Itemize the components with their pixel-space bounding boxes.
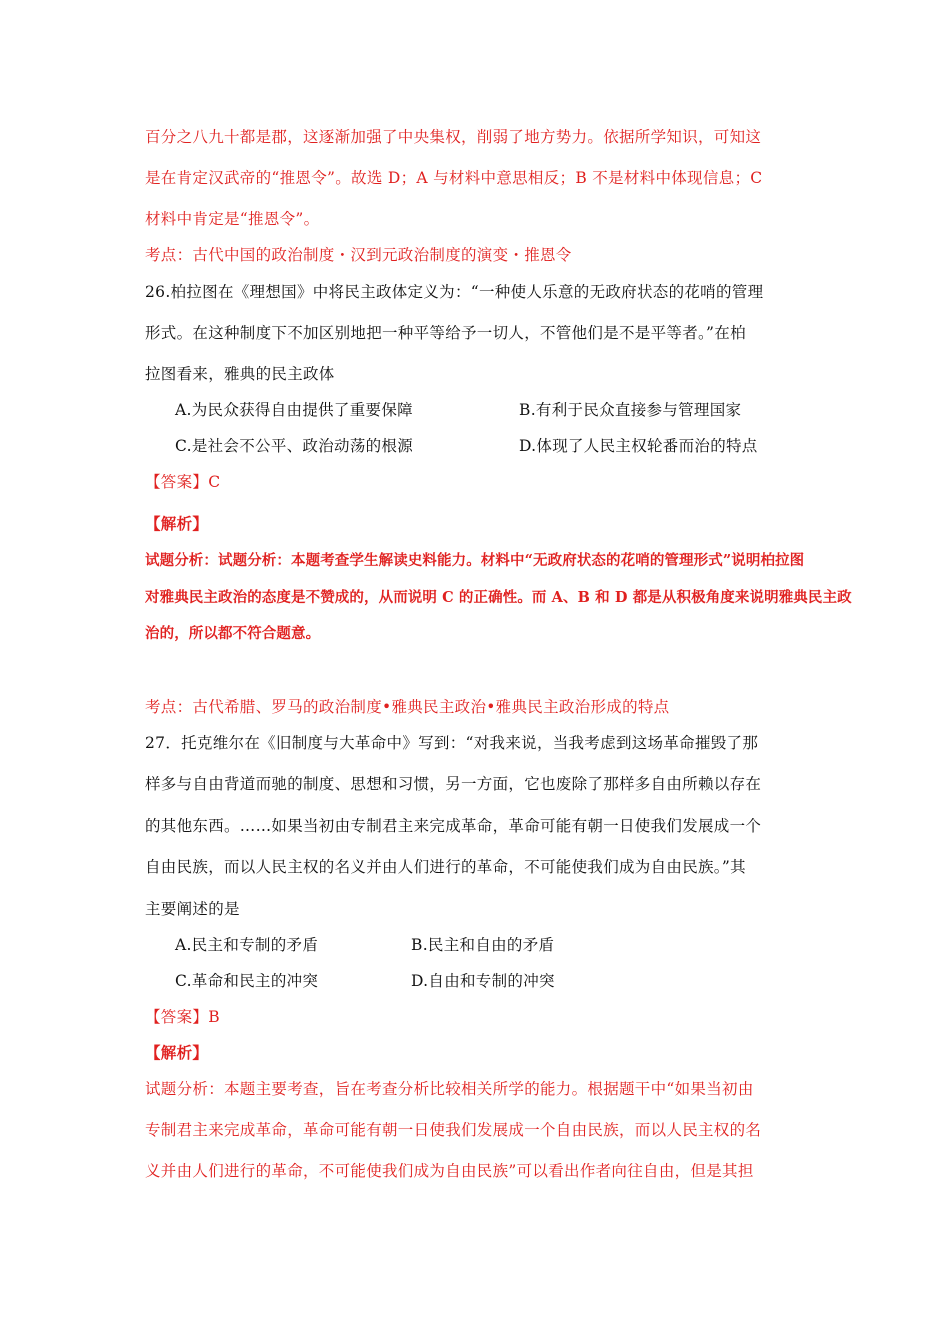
analysis-text-line: 义并由人们进行的革命，不可能使我们成为自由民族”可以看出作者向往自由，但是其担 xyxy=(145,1162,754,1180)
question-26-stem: 拉图看来，雅典的民主政体 xyxy=(145,365,335,383)
question-27-stem: 样多与自由背道而驰的制度、思想和习惯，另一方面，它也废除了那样多自由所赖以存在 xyxy=(145,775,762,793)
answer-label: 【答案】 xyxy=(145,473,209,491)
analysis-text-line: 专制君主来完成革命，革命可能有朝一日使我们发展成一个自由民族，而以人民主权的名 xyxy=(145,1121,762,1139)
question-26-option-b: B.有利于民众直接参与管理国家 xyxy=(519,401,742,419)
analysis-text-line: 治的，所以都不符合题意。 xyxy=(145,625,321,642)
kaodian-line: 考点：古代希腊、罗马的政治制度•雅典民主政治•雅典民主政治形成的特点 xyxy=(145,698,670,716)
answer-line xyxy=(145,1007,220,1027)
question-26-option-d: D.体现了人民主权轮番而治的特点 xyxy=(519,437,758,455)
question-27-option-d: D.自由和专制的冲突 xyxy=(411,972,555,990)
question-27-stem: 自由民族，而以人民主权的名义并由人们进行的革命，不可能使我们成为自由民族。”其 xyxy=(145,858,746,876)
question-27-stem: 主要阐述的是 xyxy=(145,900,240,918)
answer-line xyxy=(145,472,220,492)
analysis-text-line: 试题分析：试题分析：本题考查学生解读史料能力。材料中“无政府状态的花哨的管理形式”说明柏拉图 xyxy=(145,552,805,569)
analysis-text-line: 试题分析：本题主要考查，旨在考查分析比较相关所学的能力。根据题干中“如果当初由 xyxy=(145,1080,754,1098)
analysis-text-line: 是在肯定汉武帝的“推恩令”。故选 D；A 与材料中意思相反；B 不是材料中体现信息；C xyxy=(145,169,763,187)
question-27-option-a: A.民主和专制的矛盾 xyxy=(175,936,319,954)
analysis-text-line: 对雅典民主政治的态度是不赞成的，从而说明 C 的正确性。而 A、B 和 D 都是从积极角度来说明雅典民主政 xyxy=(145,589,852,606)
question-26-stem: 26.柏拉图在《理想国》中将民主政体定义为：“一种使人乐意的无政府状态的花哨的管理 xyxy=(145,283,764,301)
question-26-option-a: A.为民众获得自由提供了重要保障 xyxy=(175,401,413,419)
question-26-option-c: C.是社会不公平、政治动荡的根源 xyxy=(175,437,414,455)
analysis-label: 【解析】 xyxy=(145,514,209,533)
question-27-option-c: C.革命和民主的冲突 xyxy=(175,972,319,990)
question-27-stem: 的其他东西。……如果当初由专制君主来完成革命，革命可能有朝一日使我们发展成一个 xyxy=(145,817,762,835)
question-26-stem: 形式。在这种制度下不加区别地把一种平等给予一切人，不管他们是不是平等者。”在柏 xyxy=(145,324,746,342)
question-27-stem: 27．托克维尔在《旧制度与大革命中》写到：“对我来说，当我考虑到这场革命摧毁了那 xyxy=(145,734,759,752)
analysis-text-line: 材料中肯定是“推恩令”。 xyxy=(145,210,320,228)
answer-value: B xyxy=(208,1008,220,1026)
answer-label: 【答案】 xyxy=(145,1008,209,1026)
answer-value: C xyxy=(208,473,221,491)
analysis-label: 【解析】 xyxy=(145,1043,209,1062)
question-27-option-b: B.民主和自由的矛盾 xyxy=(411,936,555,954)
analysis-text-line: 百分之八九十都是郡，这逐渐加强了中央集权，削弱了地方势力。依据所学知识，可知这 xyxy=(145,128,762,146)
kaodian-line: 考点：古代中国的政治制度・汉到元政治制度的演变・推恩令 xyxy=(145,246,572,264)
